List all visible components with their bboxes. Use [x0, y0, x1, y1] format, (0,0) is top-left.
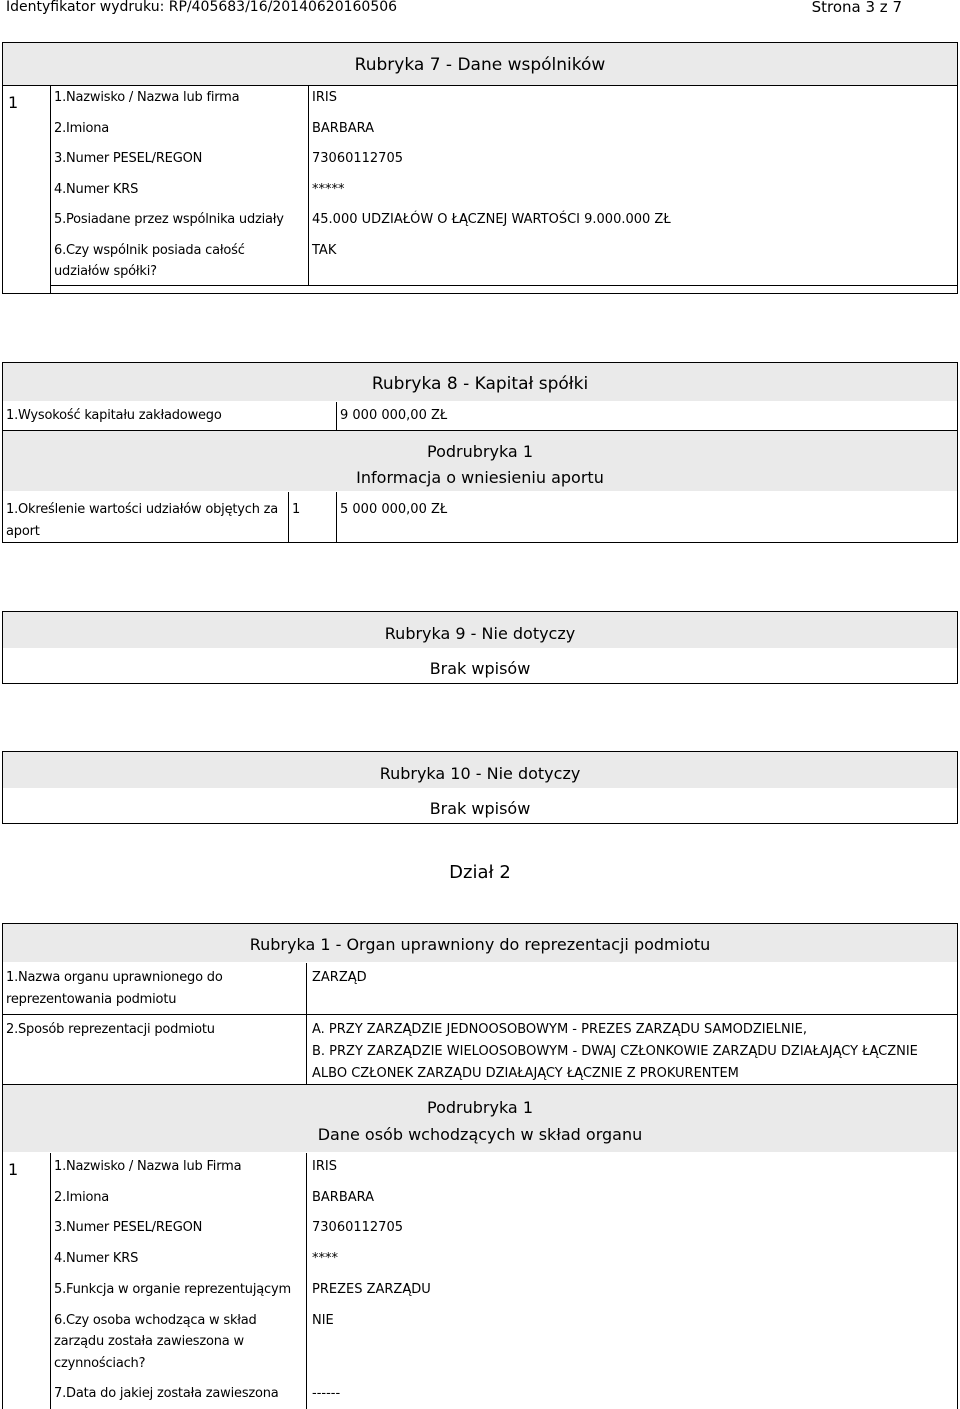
entry-index: 1 — [8, 93, 19, 112]
value-krs: **** — [312, 1251, 338, 1266]
label-data-zawieszenia: 7.Data do jakiej została zawieszona — [54, 1386, 279, 1401]
label-organ-l1: 1.Nazwa organu uprawnionego do — [6, 970, 223, 985]
label-imiona: 2.Imiona — [54, 121, 110, 136]
value-nazwisko: IRIS — [312, 90, 337, 105]
value-sposob-l3: ALBO CZŁONEK ZARZĄDU DZIAŁAJĄCY ŁĄCZNIE Z PROKURENTEM — [312, 1066, 739, 1081]
value-pesel: 73060112705 — [312, 151, 403, 166]
subsection-title: Podrubryka 1 — [427, 1098, 533, 1117]
value-nazwisko: IRIS — [312, 1159, 337, 1174]
label-sposob: 2.Sposób reprezentacji podmiotu — [6, 1022, 215, 1037]
value-sposob-l2: B. PRZY ZARZĄDZIE WIELOOSOBOWYM - DWAJ CZŁONKOWIE ZARZĄDU DZIAŁAJĄCY ŁĄCZNIE — [312, 1044, 918, 1059]
label-krs: 4.Numer KRS — [54, 182, 139, 197]
section-title: Rubryka 10 - Nie dotyczy — [379, 764, 581, 783]
subsection-subtitle: Informacja o wniesieniu aportu — [356, 468, 604, 487]
value-kapital: 9 000 000,00 ZŁ — [340, 408, 448, 423]
label-organ-l2: reprezentowania podmiotu — [6, 992, 177, 1007]
value-data-zawieszenia: ------ — [312, 1386, 341, 1401]
value-zawieszona: NIE — [312, 1313, 334, 1328]
label-calosc-l2: udziałów spółki? — [54, 264, 157, 279]
label-aport-l2: aport — [6, 524, 40, 539]
label-krs: 4.Numer KRS — [54, 1251, 139, 1266]
empty-note: Brak wpisów — [429, 799, 531, 818]
label-calosc-l1: 6.Czy wspólnik posiada całość — [54, 243, 245, 258]
entry-index: 1 — [8, 1160, 19, 1179]
value-aport: 5 000 000,00 ZŁ — [340, 502, 448, 517]
value-organ: ZARZĄD — [312, 970, 367, 985]
section-title: Rubryka 9 - Nie dotyczy — [384, 624, 576, 643]
dzial-title: Dział 2 — [449, 862, 511, 883]
label-imiona: 2.Imiona — [54, 1190, 110, 1205]
value-imiona: BARBARA — [312, 121, 375, 136]
label-pesel: 3.Numer PESEL/REGON — [54, 1220, 203, 1235]
value-imiona: BARBARA — [312, 1190, 375, 1205]
label-udzialy: 5.Posiadane przez wspólnika udziały — [54, 212, 284, 227]
label-zawieszona-l1: 6.Czy osoba wchodząca w skład — [54, 1313, 257, 1328]
label-pesel: 3.Numer PESEL/REGON — [54, 151, 203, 166]
aport-index: 1 — [292, 502, 301, 517]
section-title: Rubryka 7 - Dane wspólników — [354, 55, 606, 75]
label-funkcja: 5.Funkcja w organie reprezentującym — [54, 1282, 291, 1297]
label-nazwisko: 1.Nazwisko / Nazwa lub Firma — [54, 1159, 242, 1174]
subsection-title: Podrubryka 1 — [427, 442, 533, 461]
value-calosc: TAK — [312, 243, 337, 258]
empty-note: Brak wpisów — [429, 659, 531, 678]
label-aport-l1: 1.Określenie wartości udziałów objętych za — [6, 502, 279, 517]
label-zawieszona-l3: czynnościach? — [54, 1356, 146, 1371]
value-udzialy: 45.000 UDZIAŁÓW O ŁĄCZNEJ WARTOŚCI 9.000.000 ZŁ — [312, 212, 671, 227]
label-kapital: 1.Wysokość kapitału zakładowego — [6, 408, 222, 423]
subsection-subtitle: Dane osób wchodzących w skład organu — [317, 1125, 643, 1144]
label-nazwisko: 1.Nazwisko / Nazwa lub firma — [54, 90, 240, 105]
section-title: Rubryka 8 - Kapitał spółki — [371, 374, 589, 394]
value-pesel: 73060112705 — [312, 1220, 403, 1235]
print-identifier: Identyfikator wydruku: RP/405683/16/20140620160506 — [6, 0, 398, 15]
value-sposob-l1: A. PRZY ZARZĄDZIE JEDNOOSOBOWYM - PREZES ZARZĄDU SAMODZIELNIE, — [312, 1022, 807, 1037]
page-number: Strona 3 z 7 — [811, 0, 902, 16]
label-zawieszona-l2: zarządu została zawieszona w — [54, 1334, 244, 1349]
section-title: Rubryka 1 - Organ uprawniony do reprezentacji podmiotu — [249, 935, 711, 954]
value-funkcja: PREZES ZARZĄDU — [312, 1282, 431, 1297]
value-krs: ***** — [312, 182, 345, 197]
